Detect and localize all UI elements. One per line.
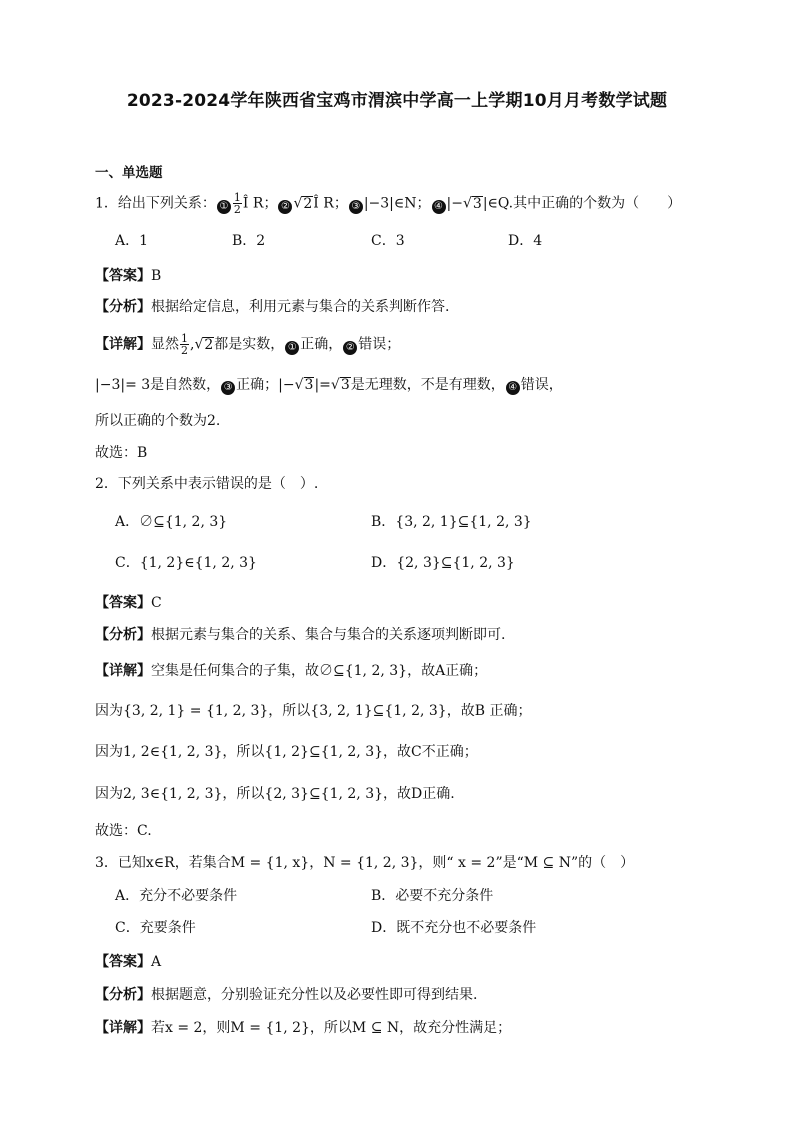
- circled-number-icon: ③: [349, 200, 363, 214]
- question-2-conclusion: 故选：C.: [95, 823, 152, 839]
- circled-number-icon: ②: [278, 200, 292, 214]
- question-3-option-b: B．必要不充分条件: [371, 888, 494, 904]
- question-1-detail-line-3: 所以正确的个数为2.: [95, 413, 221, 429]
- question-2-stem: 2．下列关系中表示错误的是（ ）.: [95, 476, 319, 492]
- circled-number-icon: ③: [221, 381, 235, 395]
- analysis-label: 【分析】: [95, 299, 151, 315]
- question-1-detail: 【详解】显然 $\frac{1}{2}$ ,√2都是实数， ① 正确， ② 错误；: [95, 332, 401, 357]
- fraction: $\frac{1}{2}$: [233, 191, 241, 216]
- question-2-option-c: C．{1, 2}∈{1, 2, 3}: [115, 555, 257, 571]
- question-2-option-b: B．{3, 2, 1}⊆{1, 2, 3}: [371, 514, 532, 530]
- question-3-option-d: D．既不充分也不必要条件: [371, 920, 537, 936]
- question-1-option-b: B．2: [232, 233, 266, 249]
- detail-label: 【详解】: [95, 1020, 151, 1036]
- question-2-detail-line-2: 因为{3, 2, 1} = {1, 2, 3}，所以{3, 2, 1}⊆{1, 2, 3}，故B 正确；: [95, 703, 532, 719]
- section-heading: 一、单选题: [95, 165, 163, 181]
- question-1-option-d: D．4: [508, 233, 543, 249]
- circled-number-icon: ①: [285, 341, 299, 355]
- question-1-answer: 【答案】B: [95, 268, 162, 284]
- question-1-option-c: C．3: [371, 233, 405, 249]
- sqrt-radicand: 3: [472, 195, 482, 212]
- question-3-option-c: C．充要条件: [115, 920, 196, 936]
- detail-label: 【详解】: [95, 663, 151, 679]
- circled-number-icon: ②: [343, 341, 357, 355]
- question-2-option-a: A．∅⊆{1, 2, 3}: [115, 514, 228, 530]
- detail-label: 【详解】: [95, 336, 151, 353]
- question-3-detail: 【详解】若x = 2，则M = {1, 2}，所以M ⊆ N，故充分性满足；: [95, 1020, 512, 1036]
- question-2-detail: 【详解】空集是任何集合的子集，故∅⊆{1, 2, 3}，故A正确；: [95, 663, 488, 679]
- question-2-detail-line-4: 因为2, 3∈{1, 2, 3}，所以{2, 3}⊆{1, 2, 3}，故D正确.: [95, 786, 455, 802]
- question-2-analysis: 【分析】根据元素与集合的关系、集合与集合的关系逐项判断即可.: [95, 627, 506, 643]
- question-1-analysis: 【分析】根据给定信息，利用元素与集合的关系判断作答.: [95, 299, 450, 315]
- analysis-label: 【分析】: [95, 987, 151, 1003]
- circled-number-icon: ④: [432, 200, 446, 214]
- answer-label: 【答案】: [95, 268, 151, 284]
- circled-number-icon: ①: [217, 200, 231, 214]
- question-2-answer: 【答案】C: [95, 595, 162, 611]
- question-3-stem: 3．已知x∈R，若集合M = {1, x}，N = {1, 2, 3}，则“ x = 2”是“M ⊆ N”的（ ）: [95, 855, 635, 871]
- circled-number-icon: ④: [506, 381, 520, 395]
- question-1-detail-line-2: |−3|= 3是自然数， ③ 正确；|−√3|=√3是无理数，不是有理数， ④ 错误，: [95, 377, 563, 393]
- question-3-answer: 【答案】A: [95, 954, 162, 970]
- question-2-detail-line-3: 因为1, 2∈{1, 2, 3}，所以{1, 2}⊆{1, 2, 3}，故C不正确；: [95, 744, 478, 760]
- analysis-label: 【分析】: [95, 627, 151, 643]
- question-1-option-a: A．1: [115, 233, 149, 249]
- question-2-option-d: D．{2, 3}⊆{1, 2, 3}: [371, 555, 515, 571]
- answer-label: 【答案】: [95, 595, 151, 611]
- question-3-analysis: 【分析】根据题意，分别验证充分性以及必要性即可得到结果.: [95, 987, 478, 1003]
- question-3-option-a: A．充分不必要条件: [115, 888, 238, 904]
- fraction: $\frac{1}{2}$: [181, 332, 188, 357]
- question-1-stem: 1．给出下列关系： ① $\frac{1}{2}$ Î R； ② √2Î R； ③ |−3|∈N； ④ |−√3|∈Q.其中正确的个数为（ ）: [95, 191, 682, 216]
- sqrt-radicand: 2: [303, 195, 313, 212]
- question-1-conclusion: 故选：B: [95, 445, 148, 461]
- answer-label: 【答案】: [95, 954, 151, 970]
- page-title: 2023-2024学年陕西省宝鸡市渭滨中学高一上学期10月月考数学试题: [126, 91, 668, 111]
